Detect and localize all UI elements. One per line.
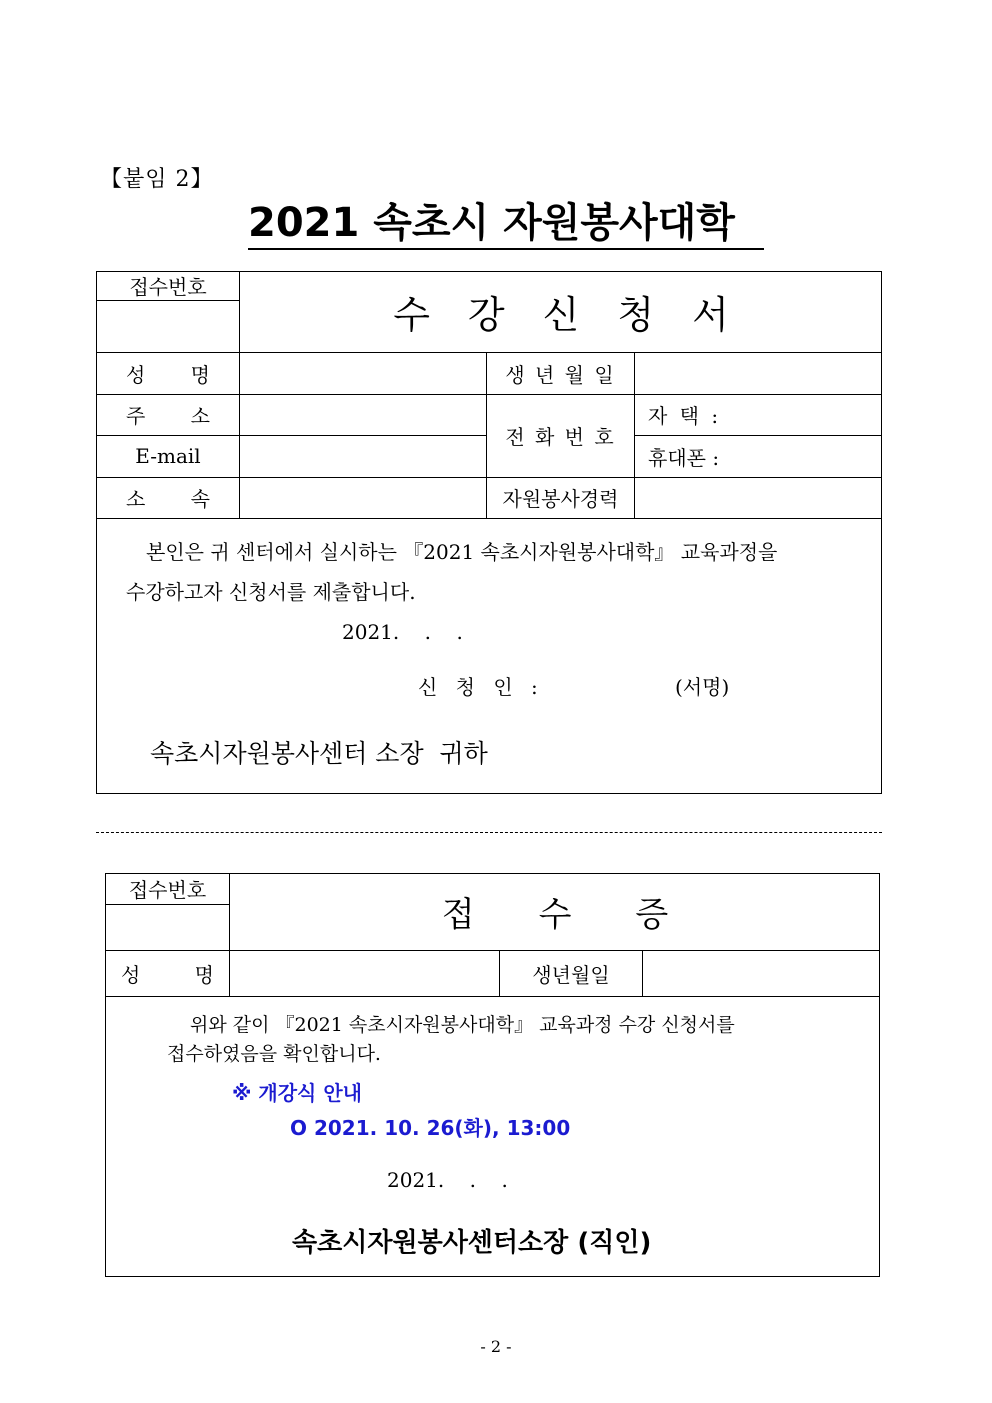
form-statement-line1: 본인은 귀 센터에서 실시하는 『2021 속초시자원봉사대학』 교육과정을 — [146, 540, 778, 564]
page-number: - 2 - — [480, 1337, 512, 1356]
receipt-confirm-line1: 위와 같이 『2021 속초시자원봉사대학』 교육과정 수강 신청서를 — [190, 1014, 735, 1036]
receipt-no-field[interactable] — [106, 905, 228, 949]
opening-ceremony-datetime: O 2021. 10. 26(화), 13:00 — [290, 1116, 571, 1140]
form-phone-label: 전 화 번 호 — [505, 425, 616, 449]
opening-ceremony-title: ※ 개강식 안내 — [232, 1081, 362, 1105]
form-affiliation-label: 소 속 — [126, 487, 210, 511]
form-title-char: 수 — [393, 293, 430, 337]
form-mobile-label: 휴대폰 : — [648, 445, 720, 470]
main-title: 2021 속초시 자원봉사대학 — [248, 198, 764, 250]
form-home-phone-label: 자 택 : — [648, 404, 722, 428]
form-address-field[interactable] — [241, 395, 485, 434]
receipt-name-field[interactable] — [231, 951, 498, 995]
form-email-field[interactable] — [241, 436, 485, 476]
receipt-confirm-line2: 접수하였음을 확인합니다. — [167, 1043, 381, 1065]
form-volunteer-career-label: 자원봉사경력 — [502, 487, 619, 511]
form-date-line: 2021. . . — [342, 620, 463, 644]
form-receipt-no-label: 접수번호 — [129, 275, 207, 299]
receipt-no-label: 접수번호 — [128, 878, 207, 902]
form-title-char: 서 — [692, 293, 729, 337]
form-receipt-no-field[interactable] — [97, 301, 239, 352]
form-signature-label: (서명) — [675, 675, 730, 699]
receipt-title-char: 증 — [635, 895, 669, 935]
receipt-birth-field[interactable] — [644, 951, 879, 995]
receipt-name-label: 성 명 — [121, 962, 214, 987]
receipt-title — [230, 873, 880, 950]
form-email-label: E-mail — [135, 444, 201, 468]
form-title-char: 강 — [467, 293, 505, 337]
receipt-date-line: 2021. . . — [387, 1168, 508, 1192]
form-mobile-field[interactable] — [740, 436, 880, 476]
form-statement-line2: 수강하고자 신청서를 제출합니다. — [126, 580, 416, 604]
receipt-issuer: 속초시자원봉사센터소장 (직인) — [292, 1228, 652, 1258]
form-addressee: 속초시자원봉사센터 소장 귀하 — [150, 739, 488, 768]
form-signature-field[interactable] — [560, 670, 665, 704]
form-birth-label: 생 년 월 일 — [505, 362, 616, 387]
form-title-char: 청 — [617, 293, 655, 337]
attachment-label: 【붙임 2】 — [100, 167, 214, 192]
form-name-field[interactable] — [241, 353, 485, 393]
receipt-birth-label: 생년월일 — [532, 962, 610, 987]
form-title — [240, 271, 882, 352]
form-name-label: 성 명 — [126, 362, 210, 387]
receipt-title-char: 접 — [441, 895, 475, 935]
form-home-phone-field[interactable] — [740, 395, 880, 434]
form-title-char: 신 — [542, 293, 580, 337]
form-volunteer-career-field[interactable] — [636, 478, 881, 517]
form-address-label: 주 소 — [126, 404, 210, 428]
cut-line-divider — [96, 832, 882, 833]
receipt-title-char: 수 — [538, 895, 572, 935]
form-affiliation-field[interactable] — [241, 478, 485, 517]
form-birth-field[interactable] — [636, 353, 881, 393]
form-applicant-label: 신 청 인 : — [418, 675, 544, 699]
